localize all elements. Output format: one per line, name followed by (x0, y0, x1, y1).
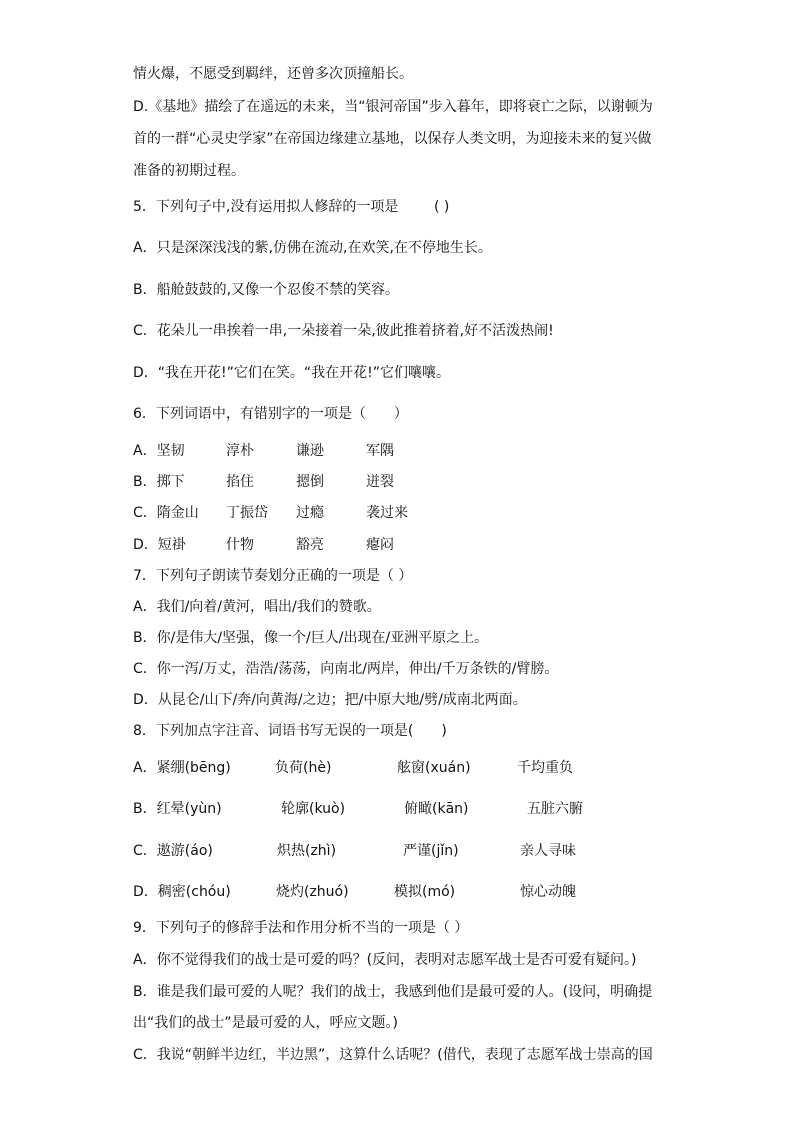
q5-stem: 5．下列句子中,没有运用拟人修辞的一项是 (133, 199, 399, 215)
q6-option-a-word-3: 谦逊 (296, 443, 324, 459)
q6-option-d-word-3: 豁亮 (296, 537, 324, 553)
q8-option-a: A．紧绷(bēng) (133, 760, 231, 776)
q7-stem: 7．下列句子朗读节奏划分正确的一项是（ ） (133, 568, 413, 584)
q7-option-c: C．你一泻/万丈，浩浩/荡荡，向南北/两岸，伸出/千万条铁的/臂膀。 (133, 661, 559, 677)
q7-option-a: A．我们/向着/黄河，唱出/我们的赞歌。 (133, 599, 381, 615)
q6-option-a: A．坚韧 (133, 443, 185, 459)
q6-option-a-word-4: 军隅 (366, 443, 394, 459)
q8-option-d-word-4: 惊心动魄 (520, 884, 576, 900)
q6-option-c-word-2: 丁振岱 (226, 505, 268, 521)
q7-option-b: B．你/是伟大/坚强，像一个/巨人/出现在/亚洲平原之上。 (133, 630, 489, 646)
q8-option-b: B．红晕(yùn) (133, 801, 222, 817)
q6-option-a-word-2: 淳朴 (226, 443, 254, 459)
intro-line-3: 首的一群“心灵史学家”在帝国边缘建立基地，以保存人类文明，为迎接未来的复兴做 (133, 131, 652, 147)
q8-option-d-word-2: 烧灼(zhuó) (276, 884, 349, 900)
q6-option-c: C．隋金山 (133, 505, 199, 521)
q6-option-b: B．掷下 (133, 474, 185, 490)
q8-option-d: D．稠密(chóu) (133, 884, 231, 900)
q5-option-d: D．“我在开花!”它们在笑。“我在开花!”它们嚷嚷。 (133, 365, 451, 381)
q8-option-a-word-4: 千均重负 (517, 760, 573, 776)
q6-option-d: D．短褂 (133, 537, 186, 553)
q9-option-c: C．我说“朝鲜半边红，半边黑”，这算什么话呢？(借代，表现了志愿军战士崇高的国 (133, 1047, 653, 1063)
q8-option-b-word-2: 轮廓(kuò) (281, 801, 346, 817)
q9-option-a: A．你不觉得我们的战士是可爱的吗？(反问，表明对志愿军战士是否可爱有疑问。) (133, 952, 637, 968)
intro-line-2: D.《基地》描绘了在遥远的未来，当“银河帝国”步入暮年，即将衰亡之际，以谢顿为 (133, 99, 653, 115)
q8-option-a-word-3: 舷窗(xuán) (397, 760, 471, 776)
q9-option-b-line-1: B．谁是我们最可爱的人呢？我们的战士，我感到他们是最可爱的人。(设问，明确提 (133, 984, 653, 1000)
q6-stem: 6．下列词语中，有错别字的一项是（ ） (133, 406, 408, 422)
q8-option-c-word-4: 亲人寻味 (520, 843, 576, 859)
q6-option-b-word-3: 摁倒 (296, 474, 324, 490)
q8-option-b-word-3: 俯瞰(kān) (404, 801, 469, 817)
intro-line-4: 准备的初期过程。 (133, 163, 245, 179)
intro-line-1: 情火爆，不愿受到羁绊，还曾多次顶撞船长。 (133, 66, 413, 82)
q8-option-a-word-2: 负荷(hè) (275, 760, 332, 776)
q6-option-d-word-4: 瘪闷 (366, 537, 394, 553)
q9-option-b-line-2: 出“我们的战士”是最可爱的人，呼应文题。) (133, 1015, 398, 1031)
q5-answer-paren: ( ) (434, 199, 450, 215)
q8-option-b-word-4: 五脏六腑 (527, 801, 583, 817)
q5-option-a: A．只是深深浅浅的紫,仿佛在流动,在欢笑,在不停地生长。 (133, 240, 492, 256)
q5-option-c: C．花朵儿一串挨着一串,一朵接着一朵,彼此推着挤着,好不活泼热闹! (133, 323, 554, 339)
q8-option-c: C．遨游(áo) (133, 843, 213, 859)
q8-option-c-word-3: 严谨(jǐn) (403, 843, 459, 859)
q6-option-b-word-2: 掐住 (226, 474, 254, 490)
q6-option-c-word-3: 过瘾 (296, 505, 324, 521)
q6-option-c-word-4: 袭过来 (366, 505, 408, 521)
q9-stem: 9．下列句子的修辞手法和作用分析不当的一项是（ ） (133, 920, 469, 936)
q8-option-c-word-2: 炽热(zhì) (277, 843, 337, 859)
q8-stem: 8．下列加点字注音、词语书写无误的一项是( ) (133, 723, 447, 739)
q8-option-d-word-3: 模拟(mó) (394, 884, 456, 900)
q5-option-b: B．船舱鼓鼓的,又像一个忍俊不禁的笑容。 (133, 282, 400, 298)
q6-option-b-word-4: 迸裂 (366, 474, 394, 490)
q7-option-d: D．从昆仑/山下/奔/向黄海/之边；把/中原大地/劈/成南北两面。 (133, 692, 527, 708)
q6-option-d-word-2: 什物 (226, 537, 254, 553)
